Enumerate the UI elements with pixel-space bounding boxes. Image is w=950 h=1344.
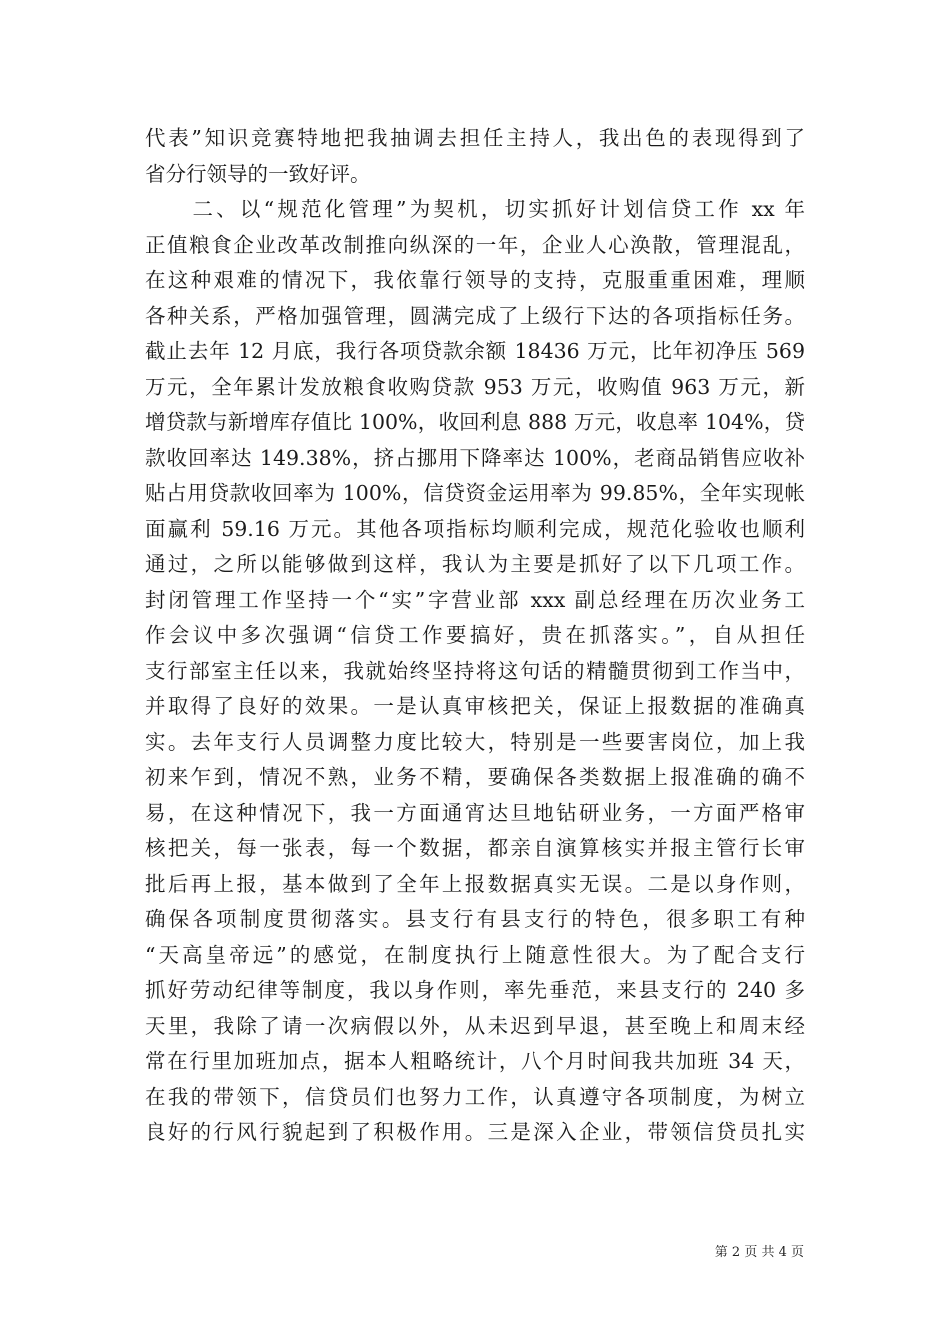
text-line-1: 代表”知识竞赛特地把我抽调去担任主持人，我出色的表现得到了	[145, 126, 805, 150]
text-line-26: 天里，我除了请一次病假以外，从未迟到早退，甚至晚上和周末经	[145, 1013, 805, 1038]
text-line-10: 款收回率达 149.38%，挤占挪用下降率达 100%，老商品销售应收补	[145, 445, 805, 470]
text-line-15: 作会议中多次强调“信贷工作要搞好，贵在抓落实。”，自从担任	[145, 623, 805, 647]
text-line-13: 通过，之所以能够做到这样，我认为主要是抓好了以下几项工作。	[145, 552, 805, 576]
text-line-23: 确保各项制度贯彻落实。县支行有县支行的特色，很多职工有种	[145, 907, 805, 931]
page-number: 第 2 页 共 4 页	[714, 1245, 804, 1260]
text-line-21: 核把关，每一张表，每一个数据，都亲自演算核实并报主管行长审	[145, 836, 805, 860]
text-line-22: 批后再上报，基本做到了全年上报数据真实无误。二是以身作则，	[145, 871, 805, 896]
body-text	[145, 121, 805, 1151]
text-line-5: 在这种艰难的情况下，我依靠行领导的支持，克服重重困难，理顺	[145, 268, 805, 292]
text-line-14: 封闭管理工作坚持一个“实”字营业部 xxx 副总经理在历次业务工	[145, 587, 805, 612]
text-line-18: 实。去年支行人员调整力度比较大，特别是一些要害岗位，加上我	[145, 729, 805, 754]
text-line-16: 支行部室主任以来，我就始终坚持将这句话的精髓贯彻到工作当中，	[145, 658, 805, 683]
text-line-11: 贴占用贷款收回率为 100%，信贷资金运用率为 99.85%，全年实现帐	[145, 481, 805, 505]
text-line-2: 省分行领导的一致好评。	[145, 161, 371, 186]
text-line-28: 在我的带领下，信贷员们也努力工作，认真遵守各项制度，为树立	[145, 1084, 805, 1109]
text-line-8: 万元，全年累计发放粮食收购贷款 953 万元，收购值 963 万元，新	[145, 374, 805, 399]
text-line-27: 常在行里加班加点，据本人粗略统计，八个月时间我共加班 34 天，	[145, 1049, 805, 1073]
text-line-20: 易，在这种情况下，我一方面通宵达旦地钻研业务，一方面严格审	[145, 800, 805, 825]
text-line-19: 初来乍到，情况不熟，业务不精，要确保各类数据上报准确的确不	[145, 765, 805, 789]
text-line-6: 各种关系，严格加强管理，圆满完成了上级行下达的各项指标任务。	[145, 303, 805, 328]
text-line-4: 正值粮食企业改革改制推向纵深的一年，企业人心涣散，管理混乱，	[145, 232, 805, 257]
text-line-7: 截止去年 12 月底，我行各项贷款余额 18436 万元，比年初净压 569	[145, 339, 805, 363]
text-line-9: 增贷款与新增库存值比 100%，收回利息 888 万元，收息率 104%，贷	[145, 410, 805, 434]
text-line-17: 并取得了良好的效果。一是认真审核把关，保证上报数据的准确真	[145, 694, 805, 718]
text-line-3: 二、以“规范化管理”为契机，切实抓好计划信贷工作 xx 年	[145, 197, 805, 221]
text-line-12: 面赢利 59.16 万元。其他各项指标均顺利完成，规范化验收也顺利	[145, 516, 805, 541]
text-line-24: “天高皇帝远”的感觉，在制度执行上随意性很大。为了配合支行	[145, 942, 805, 967]
text-line-29: 良好的行风行貌起到了积极作用。三是深入企业，带领信贷员扎实	[145, 1120, 805, 1144]
text-line-25: 抓好劳动纪律等制度，我以身作则，率先垂范，来县支行的 240 多	[145, 978, 805, 1002]
